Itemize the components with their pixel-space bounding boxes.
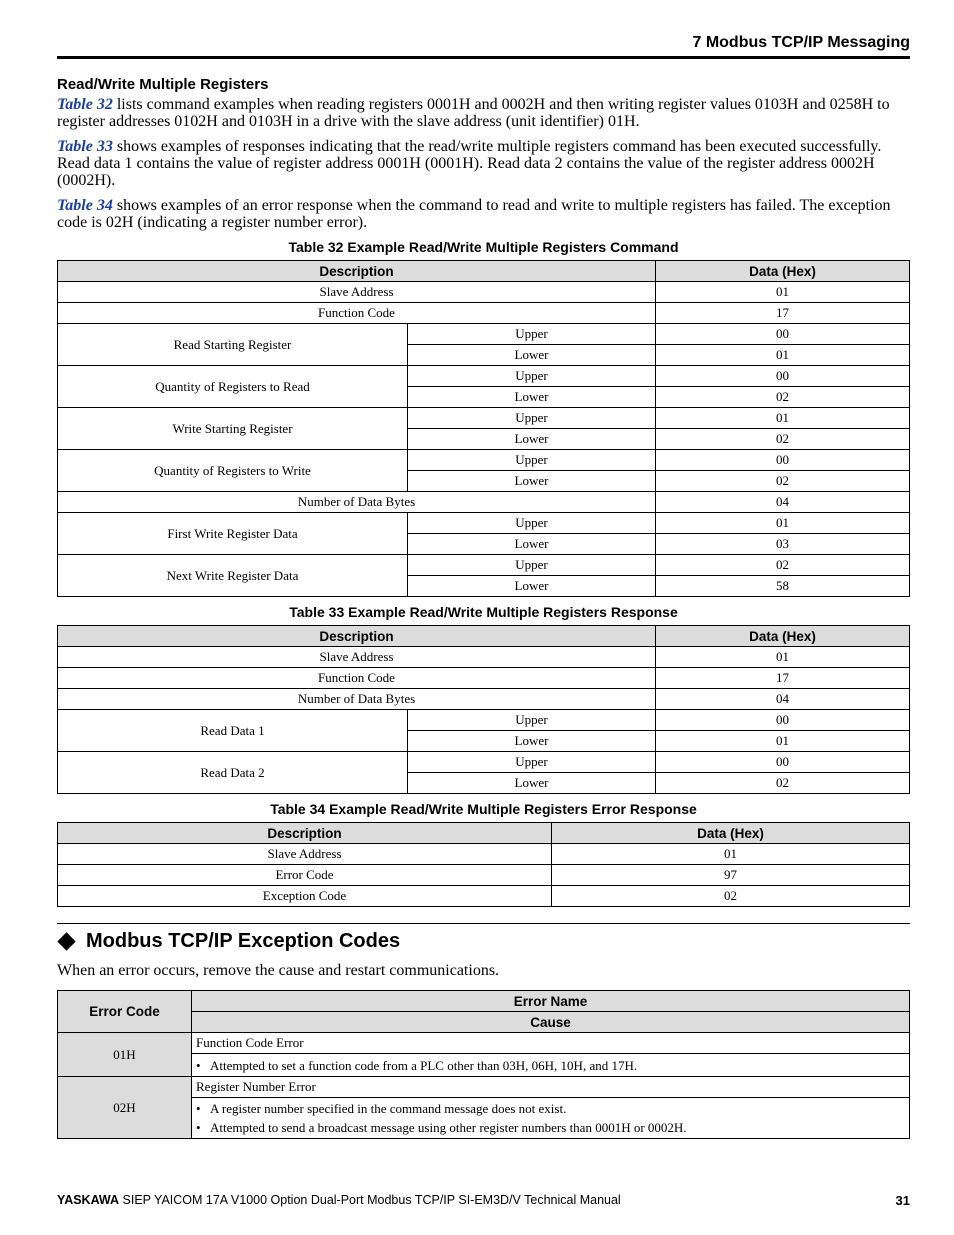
table-header-row — [58, 261, 910, 282]
table-row: Lower 02 — [58, 429, 910, 450]
table-header-row — [58, 823, 910, 844]
table-32 — [57, 260, 910, 597]
table-34-caption: Table 34 Example Read/Write Multiple Registers Error Response — [270, 801, 697, 817]
table-row: First Write Register Data Upper 01 — [58, 513, 910, 534]
paragraph-2: Table 33 shows examples of responses indicating that the read/write multiple registers command has been executed successfully. Read data 1 contains the value of register address 0001H (0001H). Read data 2 contains the value of the register address 0002H (0002H). — [57, 138, 882, 189]
error-code-cell: 01H — [58, 1033, 192, 1077]
page-footer — [57, 1193, 910, 1207]
table-row: Function Code 17 — [58, 668, 910, 689]
table-row: Error Code 97 — [58, 865, 910, 886]
error-name-cell: Function Code Error — [192, 1033, 910, 1054]
page-content — [57, 76, 910, 1139]
table-row: Lower 02 — [58, 773, 910, 794]
table-33-caption: Table 33 Example Read/Write Multiple Registers Response — [289, 604, 678, 620]
table-row: Lower 02 — [58, 387, 910, 408]
section-description: When an error occurs, remove the cause and restart communications. — [57, 962, 500, 979]
diamond-bullet-icon — [57, 932, 75, 950]
error-name-cell: Register Number Error — [192, 1077, 910, 1098]
table-row: Function Code 17 — [58, 303, 910, 324]
table-row: Lower 02 — [58, 471, 910, 492]
page-number: 31 — [895, 1193, 910, 1208]
exception-codes-table — [57, 990, 910, 1139]
cause-cell — [192, 1054, 910, 1077]
table-row: Slave Address 01 — [58, 647, 910, 668]
table-33 — [57, 625, 910, 794]
table-row: Lower 03 — [58, 534, 910, 555]
cause-bullet: • A register number specified in the command message does not exist. — [196, 1099, 905, 1118]
table-row: Slave Address 01 — [58, 844, 910, 865]
header-description: Description — [58, 261, 656, 282]
page-header — [57, 30, 910, 59]
table-row: Quantity of Registers to Write Upper 00 — [58, 450, 910, 471]
table-row: Quantity of Registers to Read Upper 00 — [58, 366, 910, 387]
table-row: Exception Code 02 — [58, 886, 910, 907]
table-row: Read Data 2 Upper 00 — [58, 752, 910, 773]
subsection-heading: Read/Write Multiple Registers — [57, 76, 269, 93]
table-row: Number of Data Bytes 04 — [58, 492, 910, 513]
header-data-hex: Data (Hex) — [656, 626, 910, 647]
table-header-row — [58, 626, 910, 647]
table-row: Lower 01 — [58, 731, 910, 752]
header-cause: Cause — [192, 1012, 910, 1033]
table-header-row — [58, 991, 910, 1012]
table-row: Write Starting Register Upper 01 — [58, 408, 910, 429]
table-row: Number of Data Bytes 04 — [58, 689, 910, 710]
cause-cell — [192, 1098, 910, 1139]
table-row: Next Write Register Data Upper 02 — [58, 555, 910, 576]
header-description: Description — [58, 626, 656, 647]
table-row — [58, 1033, 910, 1054]
table-32-link[interactable]: Table 32 — [57, 96, 113, 113]
paragraph-3: Table 34 shows examples of an error response when the command to read and write to multiple registers has failed. The exception code is 02H (indicating a register number error). — [57, 197, 891, 231]
header-description: Description — [58, 823, 552, 844]
table-34-link[interactable]: Table 34 — [57, 197, 113, 214]
exception-codes-section — [57, 923, 910, 1139]
paragraph-1: Table 32 lists command examples when reading registers 0001H and 0002H and then writing register values 0103H and 0258H to register addresses 0102H and 0103H in a drive with the slave address (unit identifier) 01H. — [57, 96, 890, 130]
footer-title: SIEP YAICOM 17A V1000 Option Dual-Port Modbus TCP/IP SI-EM3D/V Technical Manual — [119, 1193, 621, 1207]
section-heading: Modbus TCP/IP Exception Codes — [57, 928, 910, 954]
header-error-code: Error Code — [58, 991, 192, 1033]
table-33-link[interactable]: Table 33 — [57, 138, 113, 155]
table-34 — [57, 822, 910, 907]
cause-bullet: • Attempted to send a broadcast message using other register numbers than 0001H or 0002H. — [196, 1118, 905, 1137]
table-row: Slave Address 01 — [58, 282, 910, 303]
table-row: Lower 58 — [58, 576, 910, 597]
header-data-hex: Data (Hex) — [552, 823, 910, 844]
table-32-caption: Table 32 Example Read/Write Multiple Registers Command — [288, 239, 679, 255]
table-row: Read Starting Register Upper 00 — [58, 324, 910, 345]
header-error-name: Error Name — [192, 991, 910, 1012]
header-data-hex: Data (Hex) — [656, 261, 910, 282]
cause-bullet: • Attempted to set a function code from a PLC other than 03H, 06H, 10H, and 17H. — [196, 1056, 905, 1075]
table-row — [58, 1077, 910, 1098]
error-code-cell: 02H — [58, 1077, 192, 1139]
table-row: Read Data 1 Upper 00 — [58, 710, 910, 731]
footer-brand: YASKAWA — [57, 1193, 120, 1207]
section-title: 7 Modbus TCP/IP Messaging — [692, 34, 910, 51]
table-row: Lower 01 — [58, 345, 910, 366]
